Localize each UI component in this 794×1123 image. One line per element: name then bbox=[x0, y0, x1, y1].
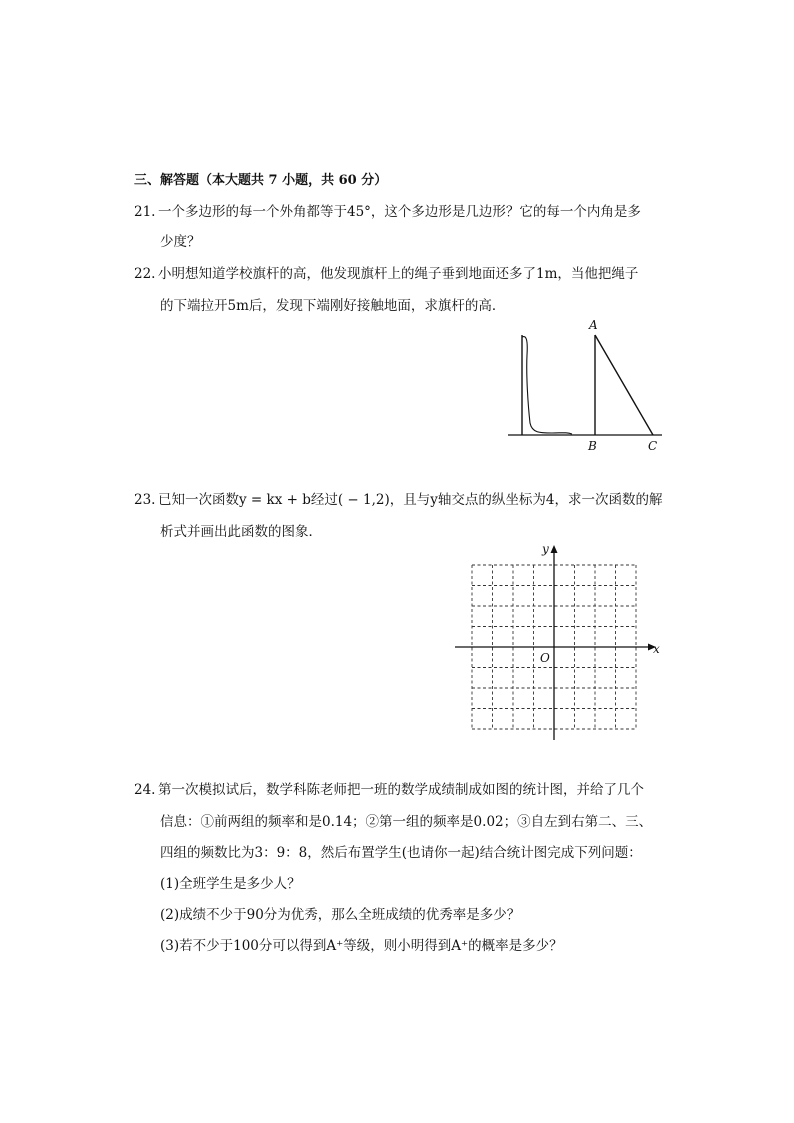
question-22-text-1: 小明想知道学校旗杆的高，他发现旗杆上的绳子垂到地面还多了1m，当他把绳子 bbox=[158, 266, 639, 282]
question-23-text-1: 已知一次函数y = kx + b经过( − 1,2)，且与y轴交点的纵坐标为4，求一次函数的解 bbox=[158, 492, 663, 508]
question-24-number: 24. bbox=[134, 782, 156, 798]
question-24-text-1: 第一次模拟试后，数学科陈老师把一班的数学成绩制成如图的统计图，并给了几个 bbox=[158, 782, 644, 798]
label-y: y bbox=[542, 542, 549, 556]
question-21-text-2: 少度？ bbox=[160, 234, 201, 250]
question-23-number: 23. bbox=[134, 492, 156, 508]
y-axis-arrow bbox=[551, 545, 558, 553]
label-origin: O bbox=[540, 651, 550, 665]
question-23-line-1 bbox=[134, 490, 662, 510]
label-a: A bbox=[589, 318, 598, 332]
flagpole-figure bbox=[500, 315, 670, 455]
section-title: 三、解答题（本大题共 7 小题，共 60 分） bbox=[134, 173, 388, 188]
question-24-part-2: (2)成绩不少于90分为优秀，那么全班成绩的优秀率是多少？ bbox=[160, 907, 521, 923]
coordinate-grid bbox=[450, 540, 670, 745]
question-24-text-3: 四组的频数比为3：9：8，然后布置学生(也请你一起)结合统计图完成下列问题： bbox=[160, 845, 642, 861]
question-21-text-1: 一个多边形的每一个外角都等于45°，这个多边形是几边形？它的每一个内角是多 bbox=[158, 204, 641, 220]
question-22-text-2: 的下端拉开5m后，发现下端刚好接触地面，求旗杆的高． bbox=[160, 298, 506, 314]
question-24-part-3: (3)若不少于100分可以得到A⁺等级，则小明得到A⁺的概率是多少？ bbox=[160, 938, 563, 954]
question-24-text-2: 信息：①前两组的频率和是0.14；②第一组的频率是0.02；③自左到右第二、三、 bbox=[160, 814, 653, 830]
question-22-number: 22. bbox=[134, 266, 156, 282]
label-b: B bbox=[588, 439, 597, 453]
hanging-rope bbox=[522, 337, 572, 434]
question-24-part-1: (1)全班学生是多少人？ bbox=[160, 876, 301, 892]
question-24-line-1 bbox=[134, 780, 644, 800]
label-c: C bbox=[648, 439, 658, 453]
question-22-line-1 bbox=[134, 264, 638, 284]
question-21-number: 21. bbox=[134, 204, 156, 220]
question-21-line-1 bbox=[134, 202, 641, 222]
question-23-text-2: 析式并画出此函数的图象． bbox=[160, 524, 322, 540]
label-x: x bbox=[653, 642, 660, 656]
rope-ac bbox=[595, 335, 653, 435]
